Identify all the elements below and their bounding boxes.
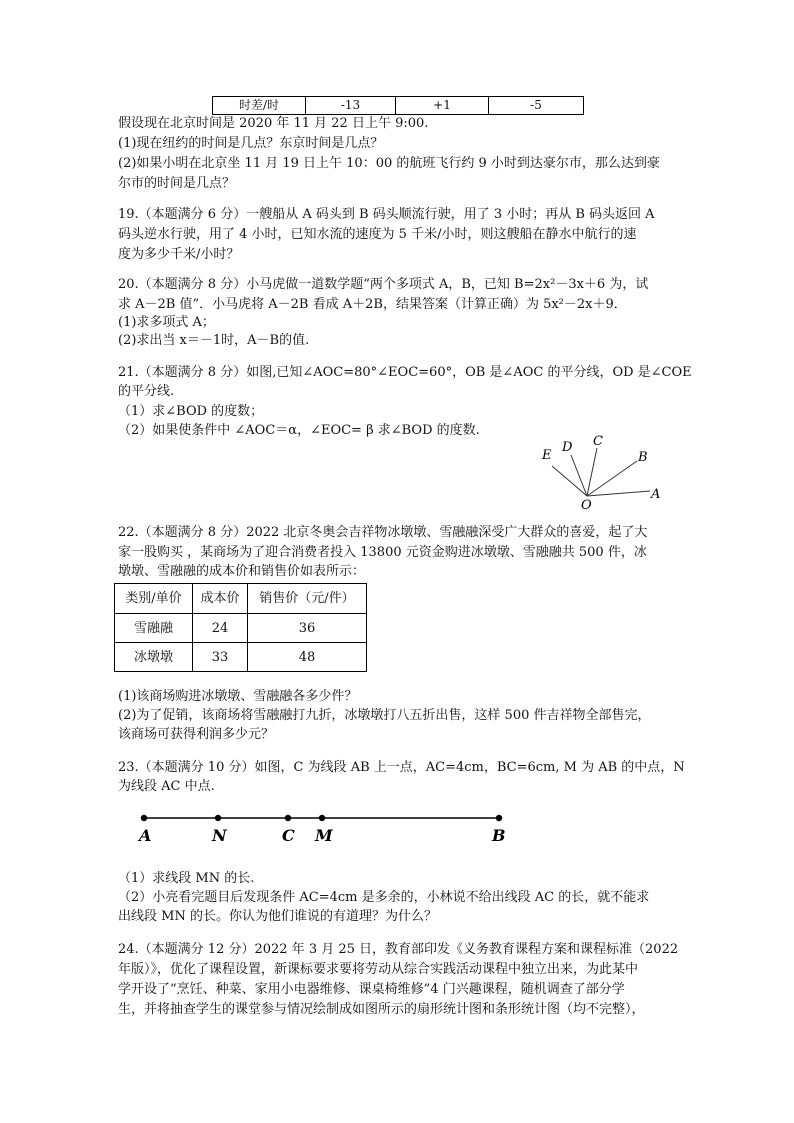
table-row <box>115 643 367 672</box>
label-b: B <box>638 450 648 465</box>
price-table <box>114 583 367 672</box>
table-cell: 冰墩墩 <box>115 643 193 672</box>
table-cell: +1 <box>396 97 489 115</box>
label-o: O <box>581 498 592 512</box>
table-cell: 48 <box>248 643 367 672</box>
problem-24-line: 学开设了“烹饪、种菜、家用小电器维修、课桌椅维修”4 门兴趣课程，随机调查了部分学 <box>118 982 625 997</box>
problem-21-q1: （1）求∠BOD 的度数； <box>118 404 264 419</box>
point-n <box>215 815 221 821</box>
label-n: N <box>212 826 227 845</box>
table-cell: 24 <box>193 614 248 643</box>
label-c: C <box>593 434 603 449</box>
table-cell: 36 <box>248 614 367 643</box>
question-1: (1)现在纽约的时间是几点？东京时间是几点？ <box>118 136 384 151</box>
problem-22-q2: (2)为了促销，该商场将雪融融打九折，冰墩墩打八五折出售，这样 500 件吉祥物全部售完， <box>118 708 651 723</box>
table-cell: 时差/时 <box>213 97 306 115</box>
problem-22: 22.（本题满分 8 分）2022 北京冬奥会吉祥物冰墩墩、雪融融深受广大群众的喜爱，起了大 <box>118 525 648 540</box>
point-a <box>141 815 147 821</box>
question-2-cont: 尔市的时间是几点？ <box>118 176 236 191</box>
label-c: C <box>282 826 295 845</box>
label-m: M <box>315 826 333 845</box>
problem-20-q1: (1)求多项式 A； <box>118 315 215 330</box>
ray-od <box>571 455 587 496</box>
problem-19: 19.（本题满分 6 分）一艘船从 A 码头到 B 码头顺流行驶，用了 3 小时；再从 B 码头返回 A <box>118 207 655 222</box>
header-price: 销售价（元/件） <box>248 584 367 614</box>
question-2: (2)如果小明在北京坐 11 月 19 日上午 10：00 的航班飞行约 9 小时到达豪尔市，那么达到豪 <box>118 156 660 171</box>
problem-22-q2-cont: 该商场可获得利润多少元？ <box>118 727 275 742</box>
table-header-row <box>115 584 367 614</box>
problem-20: 20.（本题满分 8 分）小马虎做一道数学题“两个多项式 A，B，已知 B=2x²－3x＋6 为，试 <box>118 277 649 292</box>
ray-oe <box>552 466 587 496</box>
header-category: 类别/单价 <box>115 584 193 614</box>
problem-23-q2-cont: 出线段 MN 的长。你认为他们谁说的有道理？为什么？ <box>118 909 437 924</box>
label-a: A <box>651 487 661 502</box>
label-e: E <box>542 448 552 463</box>
intro-line: 假设现在北京时间是 2020 年 11 月 22 日上午 9:00. <box>118 116 429 131</box>
problem-20-q2: (2)求出当 x＝－1时，A－B的值. <box>118 333 310 348</box>
table-cell: 33 <box>193 643 248 672</box>
problem-22-line: 家一股购买 ，某商场为了迎合消费者投入 13800 元资金购进冰墩墩、雪融融共 500 件，冰 <box>118 545 647 560</box>
ray-oa <box>587 491 650 496</box>
ray-oc <box>587 448 597 496</box>
problem-21-line: 的平分线. <box>118 384 175 399</box>
problem-23-q1: （1）求线段 MN 的长. <box>118 871 255 886</box>
table-cell: -13 <box>306 97 396 115</box>
table-cell: -5 <box>489 97 584 115</box>
table-row <box>115 614 367 643</box>
problem-20-line: 求 A－2B 值”．小马虎将 A－2B 看成 A＋2B，结果答案（计算正确）为 5x²－2x＋9． <box>118 297 627 312</box>
problem-21-q2: （2）如果使条件中 ∠AOC＝α，∠EOC= β 求∠BOD 的度数. <box>118 423 480 438</box>
angle-figure <box>530 430 670 512</box>
problem-21: 21.（本题满分 8 分）如图,已知∠AOC=80°∠EOC=60°，OB 是∠AOC 的平分线，OD 是∠COE <box>118 365 692 380</box>
problem-23-line: 为线段 AC 中点. <box>118 779 215 794</box>
problem-22-q1: (1)该商场购进冰墩墩、雪融融各多少件？ <box>118 689 358 704</box>
label-a: A <box>139 826 152 845</box>
point-m <box>319 815 325 821</box>
problem-24-line: 年版）》，优化了课程设置，新课标要求要将劳动从综合实践活动课程中独立出来，为此某中 <box>118 962 639 977</box>
point-c <box>285 815 291 821</box>
segment-figure <box>130 806 520 848</box>
point-b <box>496 815 502 821</box>
label-b: B <box>492 826 506 845</box>
ray-ob <box>587 461 637 496</box>
table-row <box>213 97 584 115</box>
table-cell: 雪融融 <box>115 614 193 643</box>
problem-19-line: 码头逆水行驶，用了 4 小时，已知水流的速度为 5 千米/小时，则这艘船在静水中航行的速 <box>118 227 637 242</box>
problem-22-line: 墩墩、雪融融的成本价和销售价如表所示： <box>118 564 366 579</box>
label-d: D <box>562 440 573 455</box>
problem-24: 24.（本题满分 12 分）2022 年 3 月 25 日，教育部印发《义务教育课程方案和课程标准（2022 <box>118 942 679 957</box>
problem-23: 23.（本题满分 10 分）如图，C 为线段 AB 上一点，AC=4cm，BC=6cm, M 为 AB 的中点，N <box>118 760 685 775</box>
problem-24-line: 生，并将抽查学生的课堂参与情况绘制成如图所示的扇形统计图和条形统计图（均不完整）， <box>118 1002 645 1017</box>
problem-19-line: 度为多少千米/小时？ <box>118 247 240 262</box>
problem-23-q2: （2）小亮看完题目后发现条件 AC=4cm 是多余的，小林说不给出线段 AC 的长，就不能求 <box>118 890 650 905</box>
header-cost: 成本价 <box>193 584 248 614</box>
